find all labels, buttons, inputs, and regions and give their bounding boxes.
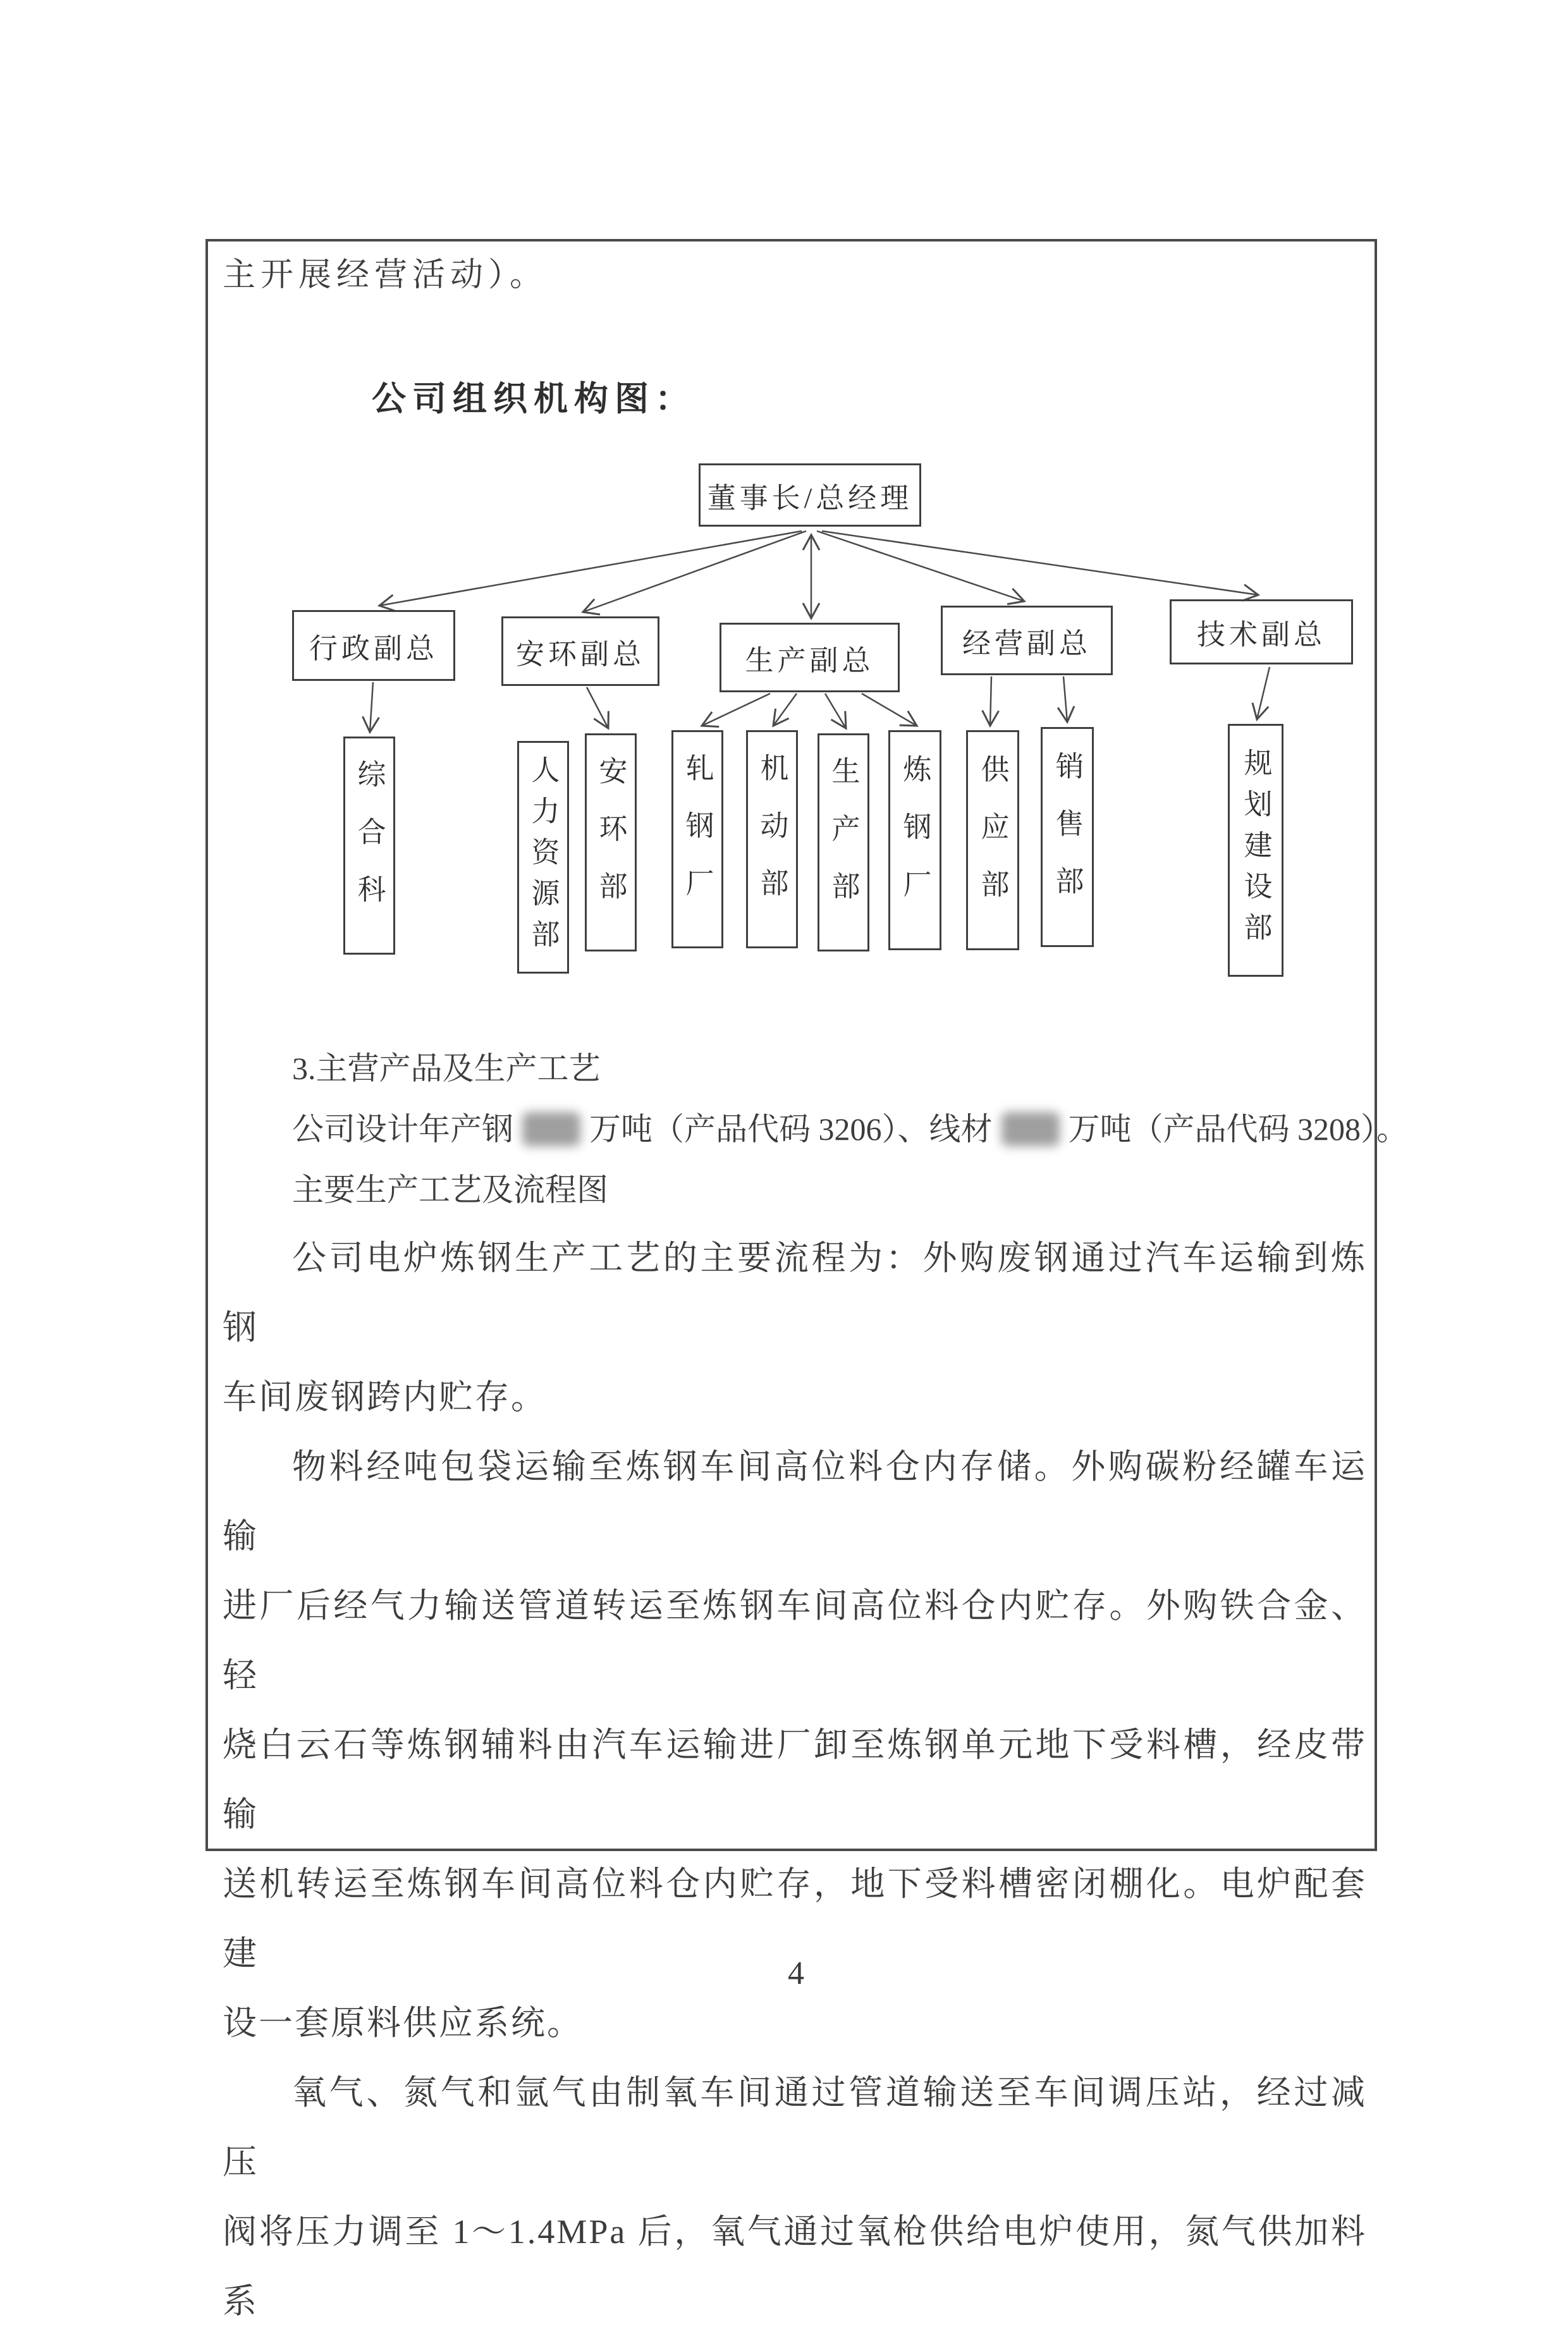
body-line: 氧气、氮气和氩气由制氧车间通过管道输送至车间调压站，经过减压 xyxy=(223,2074,1367,2181)
org-box-operations-vp: 经营副总 xyxy=(941,606,1113,675)
org-box-steelmaking-plant: 炼钢厂 xyxy=(888,730,941,950)
org-box-planning-construction-dept: 规划建设部 xyxy=(1228,724,1283,977)
body-line: 烧白云石等炼钢辅料由汽车运输进厂卸至炼钢单元地下受料槽，经皮带输 xyxy=(223,1726,1367,1833)
section-heading: 3.主营产品及生产工艺 xyxy=(292,1051,601,1086)
org-box-technology-vp: 技术副总 xyxy=(1170,599,1353,664)
capacity-text-3: 万吨（产品代码 3208）。 xyxy=(1068,1111,1408,1147)
org-box-chairman-gm: 董事长/总经理 xyxy=(699,463,921,527)
body-line: 进厂后经气力输送管道转运至炼钢车间高位料仓内贮存。外购铁合金、轻 xyxy=(223,1587,1367,1694)
capacity-line xyxy=(223,1099,1408,1159)
body-text xyxy=(223,1223,1367,2336)
body-line: 设一套原料供应系统。 xyxy=(223,2004,583,2042)
body-line: 送机转运至炼钢车间高位料仓内贮存，地下受料槽密闭棚化。电炉配套建 xyxy=(223,1865,1367,1972)
body-line: 车间废钢跨内贮存。 xyxy=(223,1378,547,1416)
org-box-safety-env-vp: 安环副总 xyxy=(501,616,659,686)
org-box-admin-vp: 行政副总 xyxy=(292,610,455,681)
org-box-production-vp: 生产副总 xyxy=(720,623,900,692)
capacity-text-2: 万吨（产品代码 3206）、线材 xyxy=(589,1111,993,1147)
intro-text: 主开展经营活动）。 xyxy=(223,257,548,293)
org-box-hr-dept: 人力资源部 xyxy=(517,741,569,974)
section-3 xyxy=(223,1038,1408,1220)
org-box-general-office: 综合科 xyxy=(343,737,395,955)
redacted-value-2 xyxy=(1001,1112,1060,1146)
org-box-rolling-mill: 轧钢厂 xyxy=(671,730,723,948)
capacity-text-1: 公司设计年产钢 xyxy=(292,1111,513,1147)
org-box-sales-dept: 销售部 xyxy=(1041,727,1094,947)
org-box-supply-dept: 供应部 xyxy=(966,730,1019,950)
body-line: 物料经吨包袋运输至炼钢车间高位料仓内存储。外购碳粉经罐车运输 xyxy=(223,1448,1367,1555)
page-number: 4 xyxy=(788,1955,804,1991)
body-line: 阀将压力调至 1～1.4MPa 后，氧气通过氧枪供给电炉使用，氮气供加料系 xyxy=(223,2213,1367,2320)
org-box-production-dept: 生产部 xyxy=(818,733,869,951)
org-box-mechanical-dept: 机动部 xyxy=(746,730,798,948)
section-subheading: 主要生产工艺及流程图 xyxy=(292,1172,608,1208)
org-box-safety-env-dept: 安环部 xyxy=(585,733,637,951)
org-chart-title: 公司组织机构图： xyxy=(372,380,695,418)
body-line: 公司电炉炼钢生产工艺的主要流程为：外购废钢通过汽车运输到炼钢 xyxy=(223,1239,1367,1347)
redacted-value-1 xyxy=(522,1112,580,1146)
